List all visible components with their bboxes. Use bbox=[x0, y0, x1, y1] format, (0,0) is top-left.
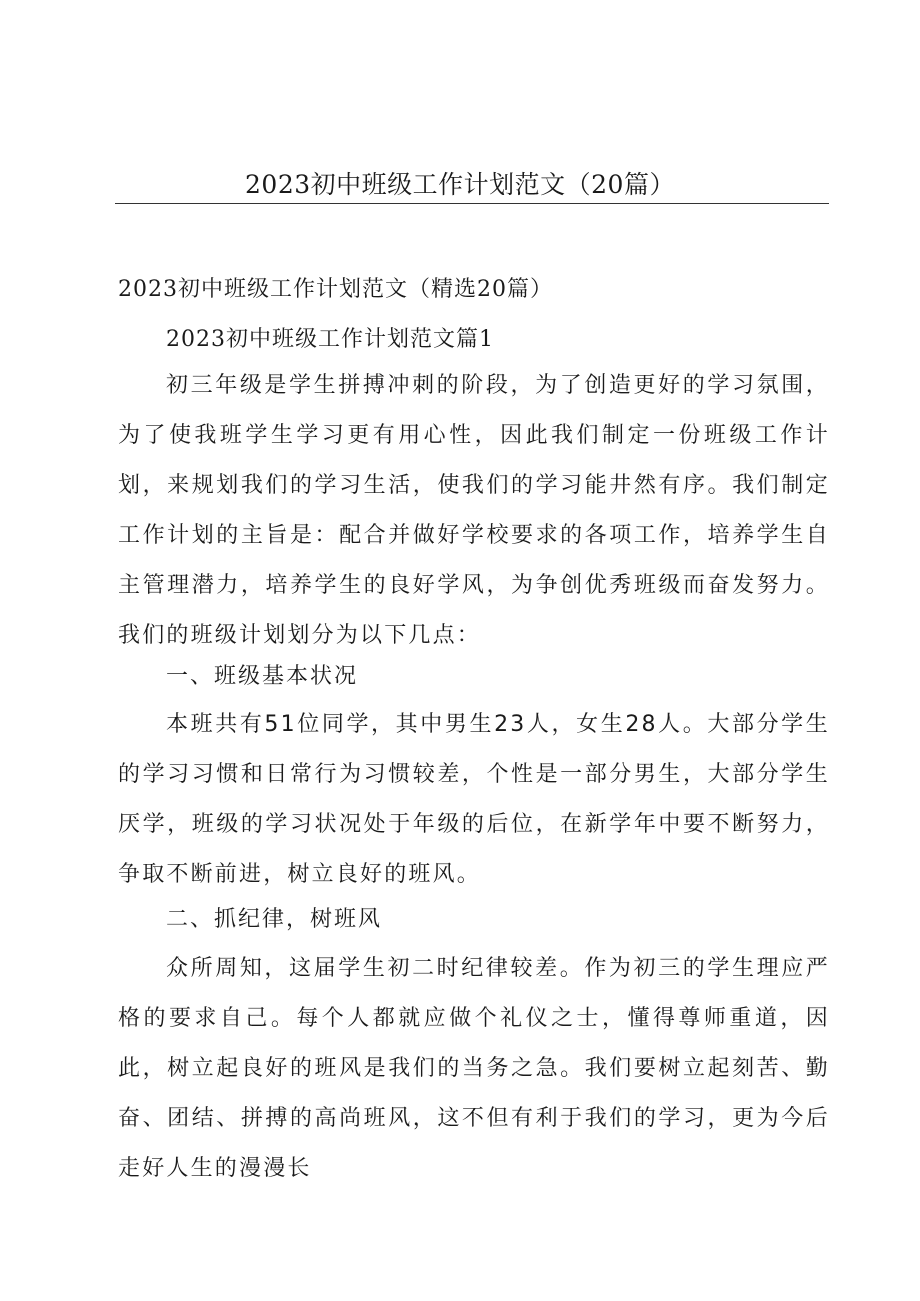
main-heading: 2023初中班级工作计划范文（精选20篇） bbox=[118, 277, 553, 302]
section-paragraph-discipline: 众所周知，这届学生初二时纪律较差。作为初三的学生理应严格的要求自己。每个人都就应做个礼仪之士，懂得尊师重道，因此，树立起良好的班风是我们的当务之急。我们要树立起刻苦、勤奋、团结、拼搏的高尚班风，这不但有利于我们的学习，更为今后走好人生的漫漫长 bbox=[118, 956, 830, 1181]
title-divider bbox=[115, 203, 829, 204]
section-heading-discipline: 二、抓纪律，树班风 bbox=[166, 907, 383, 932]
document-title: 2023初中班级工作计划范文（20篇） bbox=[245, 170, 675, 199]
section-paragraph-basic-status: 本班共有51位同学，其中男生23人，女生28人。大部分学生的学习习惯和日常行为习惯较差，个性是一部分男生，大部分学生厌学，班级的学习状况处于年级的后位，在新学年中要不断努力，争取不断前进，树立良好的班风。 bbox=[118, 712, 830, 887]
sub-heading: 2023初中班级工作计划范文篇1 bbox=[166, 327, 494, 352]
intro-paragraph: 初三年级是学生拼搏冲刺的阶段，为了创造更好的学习氛围，为了使我班学生学习更有用心性，因此我们制定一份班级工作计划，来规划我们的学习生活，使我们的学习能井然有序。我们制定工作计划的主旨是：配合并做好学校要求的各项工作，培养学生自主管理潜力，培养学生的良好学风，为争创优秀班级而奋发努力。我们的班级计划划分为以下几点： bbox=[118, 373, 830, 648]
section-heading-basic-status: 一、班级基本状况 bbox=[166, 664, 359, 689]
